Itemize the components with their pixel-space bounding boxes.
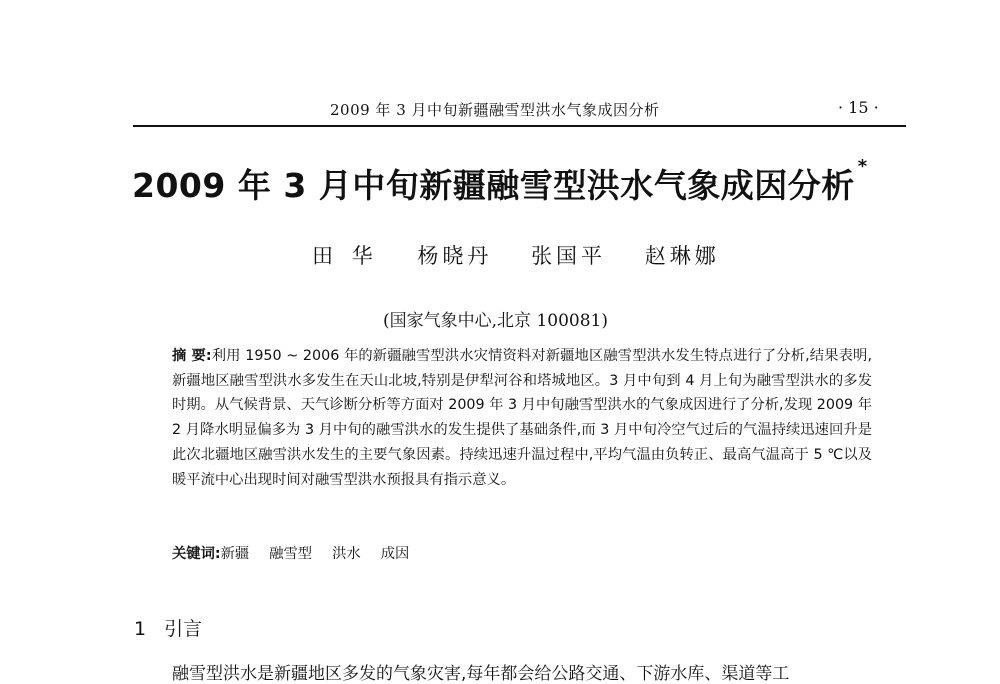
body-paragraph: 融雪型洪水是新疆地区多发的气象灾害,每年都会给公路交通、下游水库、渠道等工 (172, 664, 790, 684)
affiliation: (国家气象中心,北京 100081) (383, 311, 608, 331)
author-name: 杨晓丹 (417, 244, 493, 268)
article-title-text: 2009 年 3 月中旬新疆融雪型洪水气象成因分析 (132, 166, 855, 205)
author-name: 田 华 (312, 244, 379, 268)
author-list (312, 240, 752, 270)
article-title (132, 156, 868, 207)
section-number: 1 (134, 618, 147, 640)
abstract-label: 摘 要: (172, 348, 212, 364)
header-rule (133, 125, 906, 127)
abstract-text: 利用 1950 ~ 2006 年的新疆融雪型洪水灾情资料对新疆地区融雪型洪水发生特点进行了分析,结果表明,新疆地区融雪型洪水多发生在天山北坡,特别是伊犁河谷和塔城地区。3 月中旬到 4 月上旬为融雪型洪水的多发时期。从气候背景、天气诊断分析等方面对 2009 年 3 月中旬融雪型洪水的气象成因进行了分析,发现 2009 年 2 月降水明显偏多为 3 月中旬的融雪洪水的发生提供了基础条件,而 3 月中旬冷空气过后的气温持续迅速回升是此次北疆地区融雪洪水发生的主要气象因素。持续迅速升温过程中,平均气温由负转正、最高气温高于 5 ℃以及暖平流中心出现时间对融雪型洪水预报具有指示意义。 (172, 348, 872, 488)
keyword: 洪水 (332, 546, 361, 562)
keyword: 融雪型 (269, 546, 313, 562)
keywords (172, 543, 429, 563)
title-footnote-mark: * (857, 156, 868, 177)
keyword: 新疆 (220, 546, 250, 562)
section-heading (134, 614, 202, 641)
author-name: 赵琳娜 (644, 244, 720, 268)
running-header: 2009 年 3 月中旬新疆融雪型洪水气象成因分析 (330, 101, 660, 119)
keywords-label: 关键词: (172, 546, 221, 562)
page-number: · 15 · (838, 98, 879, 117)
section-title: 引言 (164, 618, 203, 640)
abstract (172, 344, 872, 492)
keyword: 成因 (380, 546, 410, 562)
author-name: 张国平 (531, 244, 607, 268)
